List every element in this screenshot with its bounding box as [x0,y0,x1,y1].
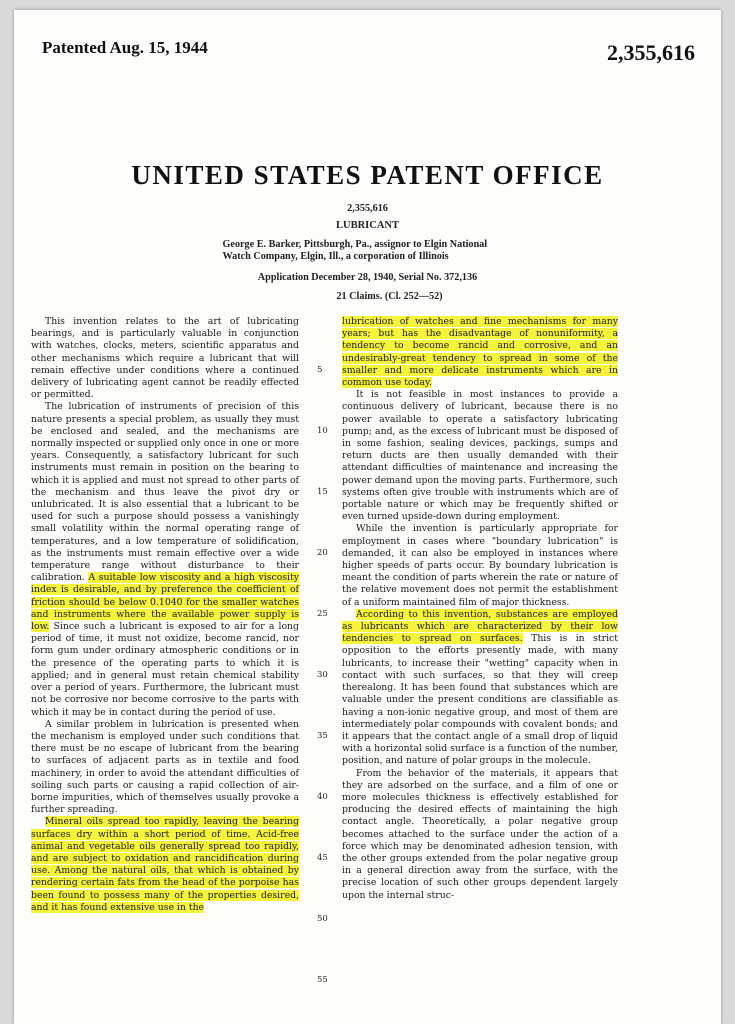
right-column [342,316,618,902]
right-paragraph-2: It is not feasible in most instances to provide a continuous delivery of lubricant, because there is no power available to operate a satisfactory lubricating pump; and, as the excess of lubricant must be disposed of in some fashion, sealing devices, packings, sumps and return ducts are then usually demanded with their attendant difficulties of maintenance and increasing the power demand upon the moving parts. Furthermore, such systems often give trouble with instruments which are of portable nature or which may be frequently shifted or even turned upside-down during employment. [342,389,618,523]
line-number: 20 [317,548,328,558]
left-paragraph-3: A similar problem in lubrication is presented when the mechanism is employed under such conditions that there must be no escape of lubricant from the bearing to surfaces of adjacent parts as in textile and food machinery, in order to avoid the attendant difficulties of soiling such parts or causing a rapid collection of air-borne impurities, which of themselves usually provoke a further spreading. [31,718,299,816]
line-number: 50 [317,914,328,924]
right-p4-text-b: This is in strict opposition to the efforts presently made, with many lubricants, to increase their "wetting" capacity when in contact with such surfaces, so that they will creep therealong. It has been found that substances which are valuable under the present conditions are classifiable as having a non-ionic negative group, and most of them are intermediately polar compounds with covalent bonds; and it appears that the contact angle of a small drop of liquid with a horizontal solid surface is a function of the number, position, and nature of polar groups in the molecule. [342,633,618,767]
line-number: 55 [317,975,328,985]
line-number: 45 [317,853,328,863]
highlight-porpoise-oil: lubrication of watches and fine mechanisms for many years; but has the disadvantage of nonuniformity, a tendency to become rancid and corrosive, and an undesirably-great tendency to spread in some of the smaller and more delicate instruments which are in common use today. [342,316,618,389]
line-number: 40 [317,792,328,802]
highlight-viscosity: A suitable low viscosity and a high viscosity index is desirable, and by preference the coefficient of friction should be below 0.1040 for the smaller watches and instruments where the available power supply is low. [31,572,300,633]
line-number: 15 [317,487,328,497]
patent-metadata [114,203,621,303]
left-paragraph-4 [31,816,299,914]
meta-inventor: George E. Barker, Pittsburgh, Pa., assignor to Elgin National Watch Company, Elgin, Ill., a corporation of Illinois [222,239,488,262]
right-paragraph-1 [342,316,618,389]
left-column [31,316,299,914]
patent-number: 2,355,616 [607,40,695,65]
right-paragraph-4 [342,609,618,768]
patent-page [14,10,721,1024]
meta-title: LUBRICANT [335,220,399,231]
line-number: 30 [317,670,328,680]
line-number: 5 [317,365,323,375]
office-title: UNITED STATES PATENT OFFICE [131,160,604,190]
highlight-mineral-oils: Mineral oils spread too rapidly, leaving the bearing surfaces dry within a short period of time. Acid-free animal and vegetable oils generally spread too rapidly, and are subject to oxidation and rancidification during use. Among the natural oils, that which is obtained by rendering certain fats from the head of the porpoise has been found to possess many of the properties desired, and it has found extensive use in the [31,816,299,913]
right-paragraph-3: While the invention is particularly appropriate for employment in cases where "boundary lubrication" is demanded, it can also be employed in instances where higher speeds of parts occur. By boundary lubrication is meant the condition of parts wherein the rate or nature of the relative movement does not permit the establishment of a uniform maintained film of major thickness. [342,523,618,608]
highlight-low-spreading: According to this invention, substances are employed as lubricants which are characterized by their low tendencies to spread on surfaces. [342,608,618,645]
left-paragraph-2 [31,401,299,718]
meta-number: 2,355,616 [347,203,388,214]
left-p2-text-a: The lubrication of instruments of precision of this nature presents a special problem, as usually they must be enclosed and sealed, and the mechanisms are normally inspected or supplied only once in one or more years. Consequently, a satisfactory lubricant for such instruments must remain in position on the bearing to which it is applied and must not spread to other parts of the mechanism and thus leave the pivot dry or unlubricated. It is also essential that a lubricant to be used for such a purpose should possess a vanishingly small volatility within the normal operating range of temperatures, and a low temperature of solidification, as the instruments must remain effective over a wide temperature range without disturbance to their calibration. [31,401,299,584]
left-paragraph-1: This invention relates to the art of lubricating bearings, and is particularly valuable in conjunction with watches, clocks, meters, scientific apparatus and other mechanisms which require a lubricant that will remain effective under conditions where a continued delivery of lubricating agent cannot be readily effected or permitted. [31,316,299,401]
patented-date: Patented Aug. 15, 1944 [42,38,208,57]
line-number: 25 [317,609,328,619]
meta-application: Application December 28, 1940, Serial No. 372,136 [257,272,478,283]
line-number: 35 [317,731,328,741]
right-paragraph-5: From the behavior of the materials, it appears that they are adsorbed on the surface, and a film of one or more molecules thickness is effectively established for producing the desired effects of maintaining the high contact angle. Theoretically, a polar negative group becomes attached to the surface under the action of a force which may be denominated adhesion tension, with the other groups extended from the polar negative group in a general direction away from the surface, with the precise location of such other groups dependent largely upon the internal struc- [342,767,618,901]
left-p2-text-b: Since such a lubricant is exposed to air for a long period of time, it must not oxidize, become rancid, nor form gum under ordinary atmospheric conditions or in the presence of the operating parts to which it is applied; and in general must retain chemical stability over a period of years. Furthermore, the lubricant must not be corrosive nor become corrosive to the parts with which it may be in contact during the period of use. [31,621,299,718]
line-number: 10 [317,426,328,436]
meta-claims: 21 Claims. (Cl. 252—52) [336,291,443,302]
